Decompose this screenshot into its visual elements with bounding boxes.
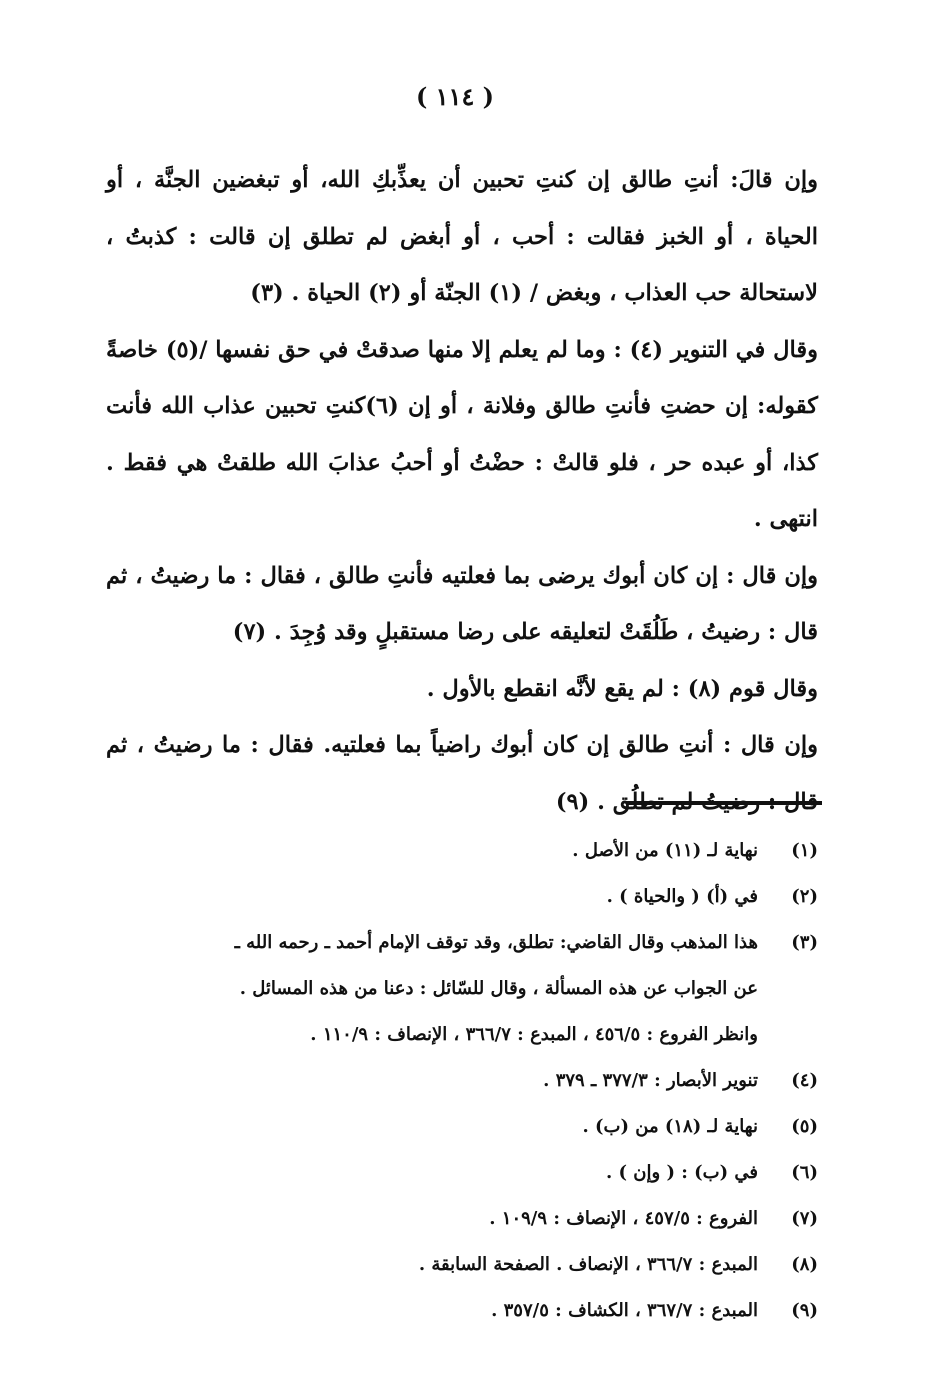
- paragraph: وإن قال : إن كان أبوك يرضى بما فعلتيه فأنتِ طالق ، فقال : ما رضيتُ ، ثم قال : رضيتُ ، طَلُقَتْ لتعليقه على رضا مستقبلٍ وقد وُجِدَ . (٧): [106, 562, 818, 645]
- footnote-divider: [626, 801, 822, 805]
- footnote-number: (٢): [791, 886, 818, 907]
- footnote-text: [178, 1196, 758, 1242]
- footnote: [178, 1288, 818, 1334]
- footnote-text: [178, 1058, 758, 1104]
- footnote-text: [178, 1288, 758, 1334]
- main-text: [106, 152, 818, 830]
- footnote-number: (٥): [791, 1116, 818, 1137]
- paragraph: وقال في التنوير (٤) : وما لم يعلم إلا منها صدقتْ في حق نفسها /(٥) خاصةً كقوله: إن حضتِ فأنتِ طالق وفلانة ، أو إن (٦)كنتِ تحبين عذاب الله فأنت كذا، أو عبده حر ، فلو قالتْ : حضْتُ أو أحبُ عذابَ الله طلقتْ هي فقط . انتهى .: [106, 336, 819, 532]
- footnote-line: تنوير الأبصار : ٣٧٧/٣ ـ ٣٧٩ .: [543, 1070, 758, 1091]
- page-number: ( ١١٤ ): [415, 82, 495, 111]
- footnote-line: المبدع : ٣٦٧/٧ ، الكشاف : ٣٥٧/٥ .: [491, 1300, 758, 1321]
- footnote-text: [178, 1150, 758, 1196]
- footnote-number: (٣): [791, 932, 818, 953]
- footnote-number: (٧): [791, 1208, 818, 1229]
- footnote-text: [178, 828, 758, 874]
- footnote-number: (٤): [791, 1070, 818, 1091]
- footnote: [178, 1058, 818, 1104]
- footnote: [178, 874, 818, 920]
- paragraph: وإن قال : أنتِ طالق إن كان أبوك راضياً بما فعلتيه. فقال : ما رضيتُ ، ثم قال : رضيتُ لم تطلُق . (٩): [106, 732, 818, 815]
- footnote-number: (١): [791, 840, 818, 861]
- footnote-line: عن الجواب عن هذه المسألة ، وقال للسّائل : دعنا من هذه المسائل .: [239, 978, 758, 999]
- footnote-line: وانظر الفروع : ٤٥٦/٥ ، المبدع : ٣٦٦/٧ ، الإنصاف : ١١٠/٩ .: [310, 1024, 758, 1045]
- footnote-line: المبدع : ٣٦٦/٧ ، الإنصاف . الصفحة السابقة .: [418, 1254, 758, 1275]
- footnote-number: (٩): [791, 1300, 818, 1321]
- footnote-line: في (أ) ( والحياة ) .: [606, 886, 758, 907]
- footnote: [178, 920, 818, 1058]
- footnote-text: [178, 1242, 758, 1288]
- footnote-line: نهاية لـ (١١) من الأصل .: [572, 840, 758, 861]
- footnotes: [178, 828, 818, 1334]
- footnote-line: هذا المذهب وقال القاضي: تطلق، وقد توقف الإمام أحمد ـ رحمه الله ـ: [234, 932, 758, 953]
- footnote-line: الفروع : ٤٥٧/٥ ، الإنصاف : ١٠٩/٩ .: [489, 1208, 758, 1229]
- footnote-number: (٦): [791, 1162, 818, 1183]
- paragraph: وإن قالَ: أنتِ طالق إن كنتِ تحبين أن يعذِّبكِ الله، أو تبغضين الجنَّة ، أو الحياة ، أو الخبز فقالت : أحب ، أو أبغض لم تطلق إن قالت : كذبتُ ، لاستحالة حب العذاب ، وبغض / (١) الجنّة أو (٢) الحياة . (٣): [106, 167, 818, 306]
- footnote-line: في (ب) : ( وإن ) .: [605, 1162, 758, 1183]
- footnote: [178, 1104, 818, 1150]
- footnote: [178, 1196, 818, 1242]
- footnote-number: (٨): [791, 1254, 818, 1275]
- paragraph: وقال قوم (٨) : لم يقع لأنَّه انقطع بالأول .: [426, 675, 818, 702]
- footnote: [178, 828, 818, 874]
- footnote: [178, 1242, 818, 1288]
- footnote-line: نهاية لـ (١٨) من (ب) .: [582, 1116, 758, 1137]
- footnote-text: [178, 874, 758, 920]
- footnote-text: [178, 920, 758, 1058]
- footnote-text: [178, 1104, 758, 1150]
- footnote: [178, 1150, 818, 1196]
